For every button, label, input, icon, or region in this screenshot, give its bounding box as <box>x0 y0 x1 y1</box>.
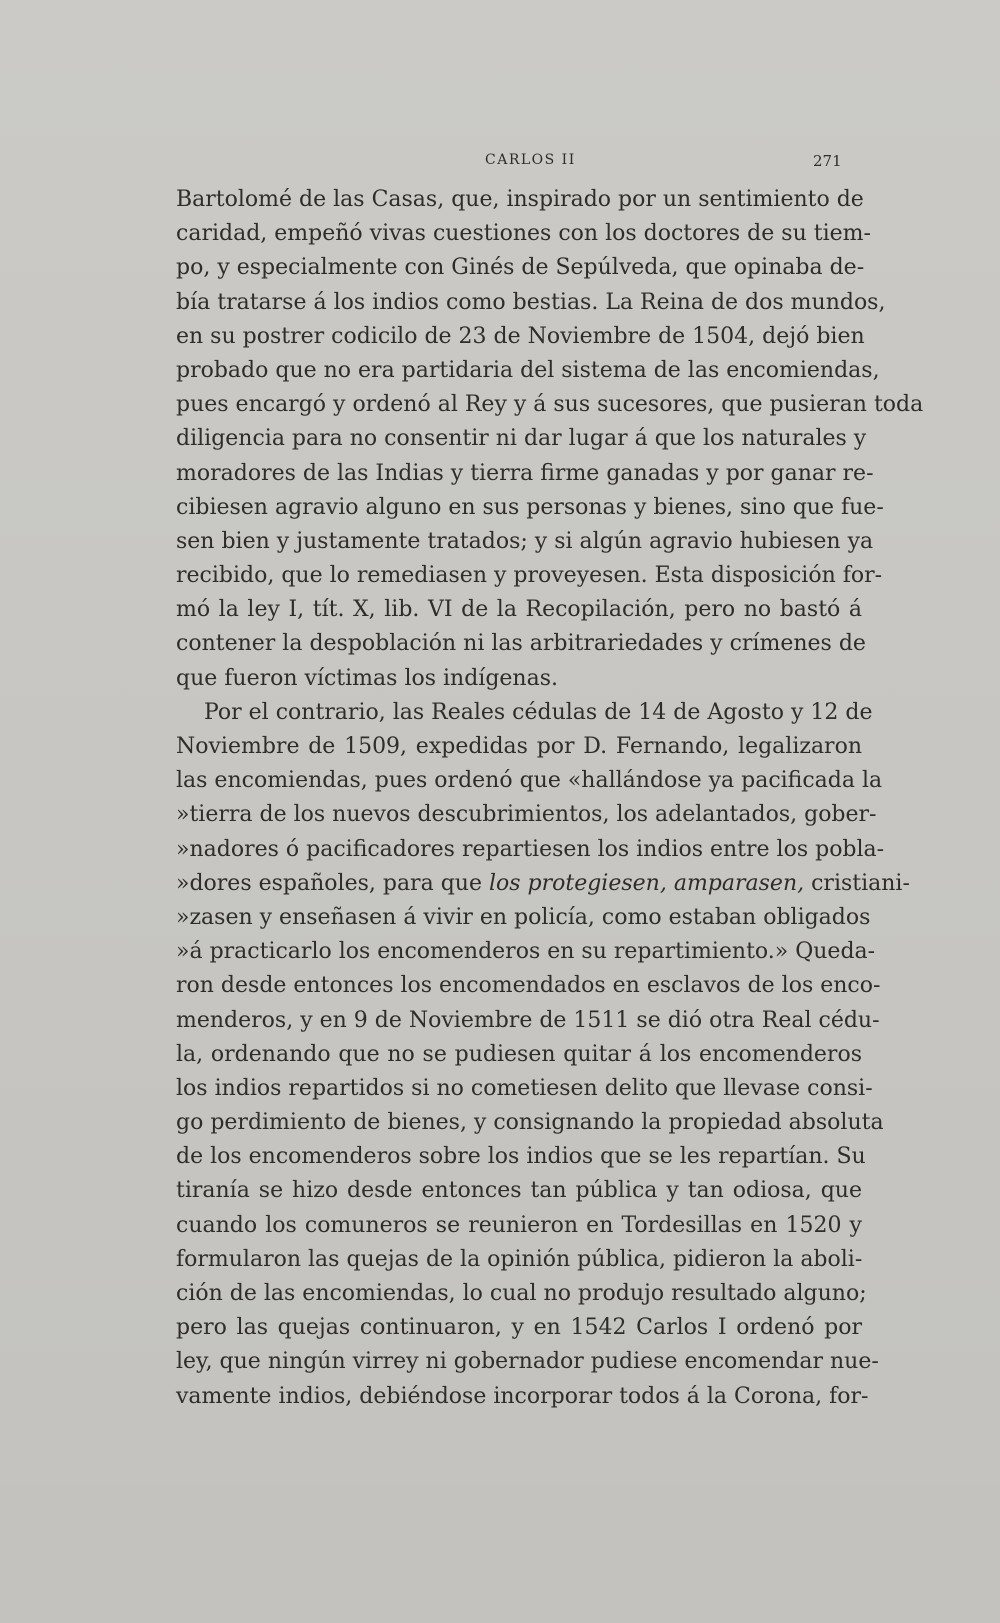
text-line: probado que no era partidaria del sistema de las encomiendas, <box>176 357 880 383</box>
text-line: »tierra de los nuevos descubrimientos, los adelantados, gober- <box>176 802 877 828</box>
text-line: ley, que ningún virrey ni gobernador pudiese encomendar nue- <box>176 1349 879 1375</box>
page-number: 271 <box>813 152 842 170</box>
text-line: Bartolomé de las Casas, que, inspirado por un sentimiento de <box>176 187 864 212</box>
text-line: sen bien y justamente tratados; y si algún agravio hubiesen ya <box>176 528 874 554</box>
text-line: »zasen y enseñasen á vivir en policía, como estaban obligados <box>176 904 871 930</box>
text-line: bía tratarse á los indios como bestias. La Reina de dos mundos, <box>176 289 886 315</box>
text-line: »nadores ó pacificadores repartiesen los indios entre los pobla- <box>176 836 885 862</box>
text-line: cuando los comuneros se reunieron en Tordesillas en 1520 y <box>176 1212 862 1238</box>
text-line: Noviembre de 1509, expedidas por D. Fernando, legalizaron <box>176 734 862 759</box>
text-line: las encomiendas, pues ordenó que «hallándose ya pacificada la <box>176 768 883 794</box>
text-line: la, ordenando que no se pudiesen quitar á los encomenderos <box>176 1041 862 1067</box>
paragraph-last-line: que fueron víctimas los indígenas. <box>176 665 559 691</box>
text-line: moradores de las Indias y tierra firme ganadas y por ganar re- <box>176 460 874 486</box>
running-head <box>0 152 1000 176</box>
running-head-title: CARLOS II <box>485 152 576 168</box>
body-text <box>176 183 924 1414</box>
text-line: de los encomenderos sobre los indios que se les repartían. Su <box>176 1144 866 1170</box>
text-line: tiranía se hizo desde entonces tan pública y tan odiosa, que <box>176 1178 862 1204</box>
text-line: vamente indios, debiéndose incorporar todos á la Corona, for- <box>176 1383 869 1409</box>
text-line: formularon las quejas de la opinión pública, pidieron la aboli- <box>176 1246 863 1272</box>
text-segment: »dores españoles, para que <box>176 870 489 896</box>
text-line: los indios repartidos si no cometiesen delito que llevase consi- <box>176 1075 873 1101</box>
text-line: go perdimiento de bienes, y consignando la propiedad absoluta <box>176 1110 884 1136</box>
paragraph-first-line: Por el contrario, las Reales cédulas de 14 de Agosto y 12 de <box>204 699 873 725</box>
text-line: en su postrer codicilo de 23 de Noviembre de 1504, dejó bien <box>176 323 865 349</box>
text-line: menderos, y en 9 de Noviembre de 1511 se dió otra Real cédu- <box>176 1007 880 1033</box>
italic-phrase: los protegiesen, amparasen, <box>488 870 805 896</box>
text-line: »á practicarlo los encomenderos en su repartimiento.» Queda- <box>176 939 876 965</box>
text-line: contener la despoblación ni las arbitrariedades y crímenes de <box>176 631 866 657</box>
text-line: po, y especialmente con Ginés de Sepúlveda, que opinaba de- <box>176 255 865 281</box>
text-segment: cristiani- <box>804 870 910 896</box>
text-line: pues encargó y ordenó al Rey y á sus sucesores, que pusieran toda <box>176 392 924 418</box>
text-line-italic <box>176 867 910 901</box>
text-line: ción de las encomiendas, lo cual no produjo resultado alguno; <box>176 1281 867 1306</box>
text-line: mó la ley I, tít. X, lib. VI de la Recopilación, pero no bastó á <box>176 597 862 623</box>
text-line: cibiesen agravio alguno en sus personas y bienes, sino que fue- <box>176 494 884 520</box>
text-line: caridad, empeñó vivas cuestiones con los doctores de su tiem- <box>176 221 871 247</box>
text-line: recibido, que lo remediasen y proveyesen. Esta disposición for- <box>176 563 883 589</box>
text-line: pero las quejas continuaron, y en 1542 Carlos I ordenó por <box>176 1315 862 1341</box>
text-line: diligencia para no consentir ni dar lugar á que los naturales y <box>176 426 867 452</box>
text-line: ron desde entonces los encomendados en esclavos de los enco- <box>176 973 881 999</box>
